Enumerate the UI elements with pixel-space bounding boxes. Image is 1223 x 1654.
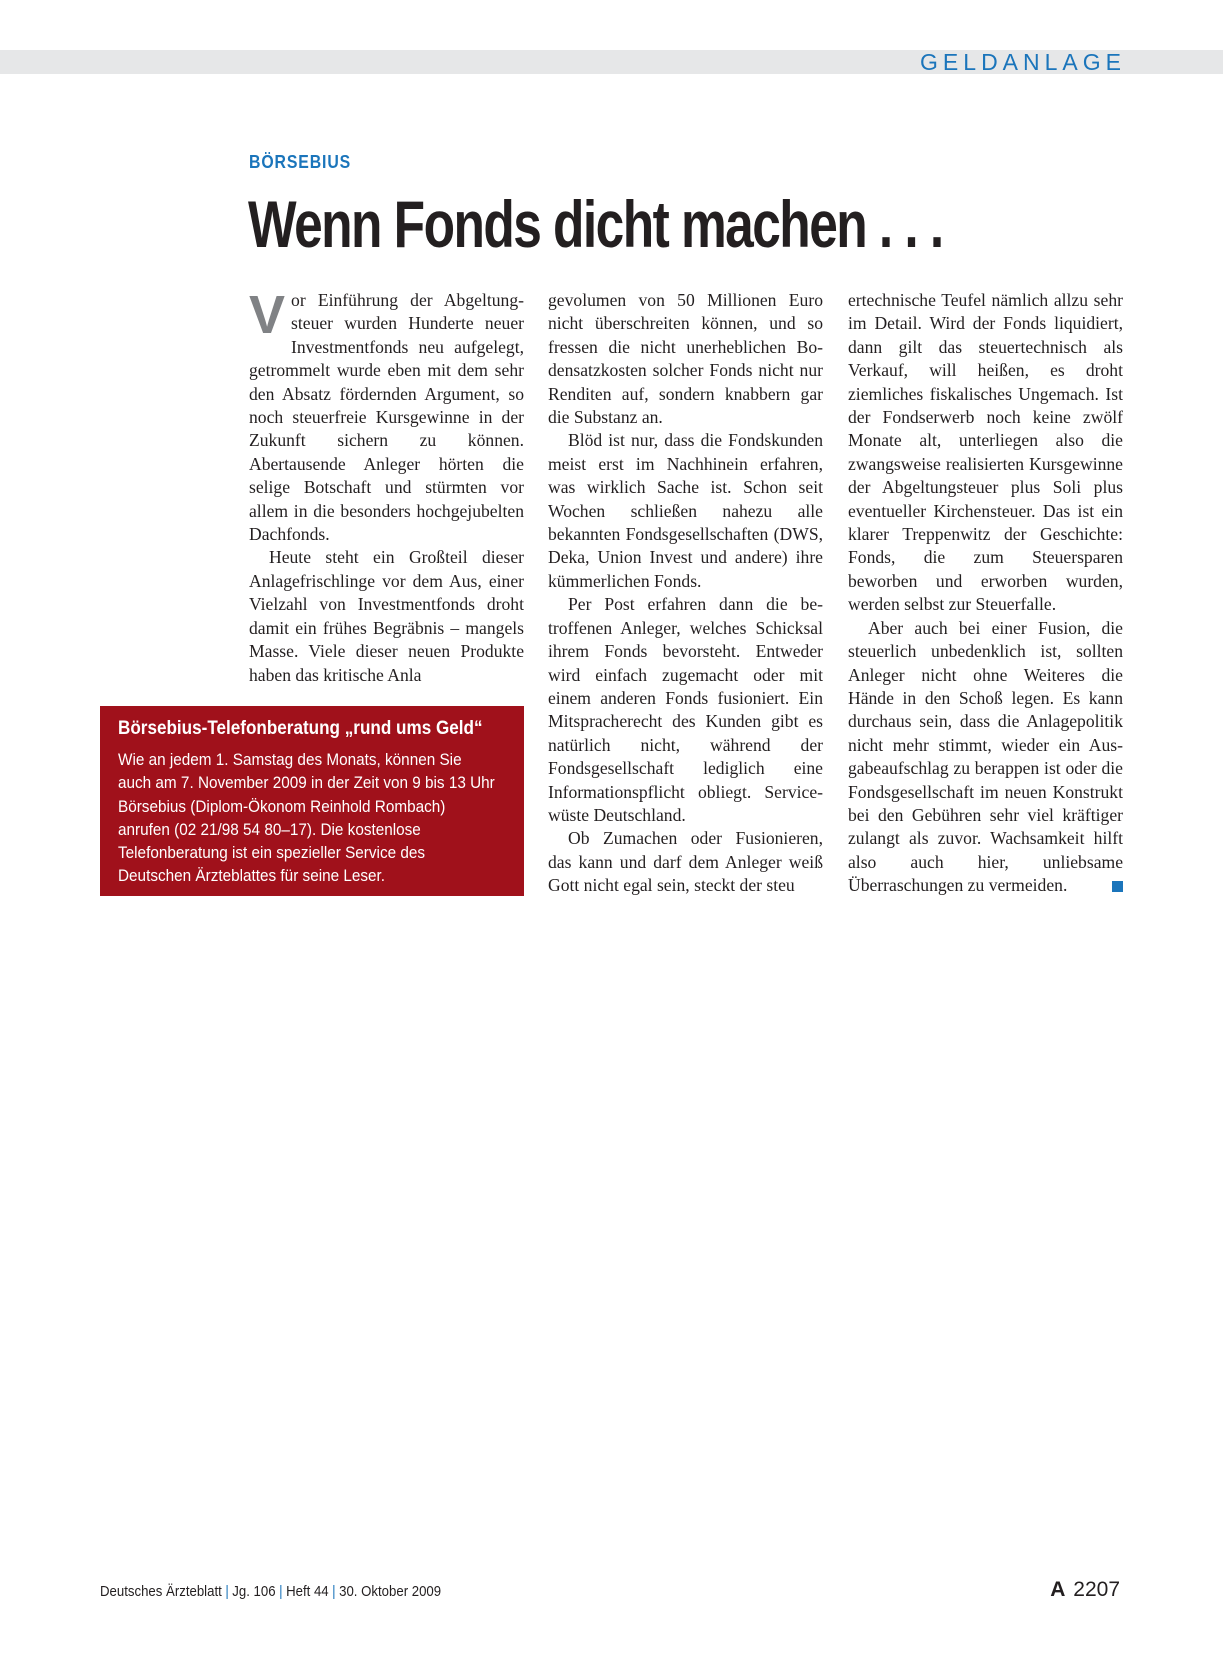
- paragraph: Per Post erfahren dann die betroffenen Anleger, welches Schicksal ihrem Fonds bevorsteht. Entweder wird einfach zugemacht oder mit einem anderen Fonds fusioniert. Ein Mitspracherecht des Kunden gibt es natürlich nicht, während der Fondsgesellschaft lediglich eine Informationspflicht obliegt. Servicewüste Deutschland.: [548, 594, 823, 825]
- paragraph: Ob Zumachen oder Fusionieren, das kann und darf dem Anleger weiß Gott nicht egal sein, steckt der steu: [548, 828, 823, 896]
- article-kicker: BÖRSEBIUS: [249, 152, 352, 172]
- info-box-line: Telefonberatung ist ein spezieller Service des: [118, 843, 426, 863]
- paragraph: Aber auch bei einer Fusion, die steuerlich unbedenklich ist, sollten Anleger nicht ohne Weiteres die Hände in den Schoß legen. Es kann durchaus sein, dass die Anlagepolitik nicht mehr stimmt, wieder ein Ausgabeaufschlag zu berappen ist oder die Fondsgesellschaft im neuen Konstrukt bei den Gebühren sehr viel kräftiger zulangt als zuvor. Wachsamkeit hilft also auch hier, unliebsame Überraschungen zu vermeiden.: [848, 617, 1123, 896]
- paragraph: or Einführung der Abgeltungsteuer wurden Hunderte neuer Investmentfonds neu aufgelegt, getrommelt wurde eben mit dem sehr den Absatz fördernden Argument, so noch steuerfreie Kursgewinne in der Zukunft sichern zu können. Abertausende Anleger hörten die selige Botschaft und stürmten vor allem in die besonders hochgejubelten Dachfonds.: [249, 290, 524, 545]
- info-box-line: anrufen (02 21/98 54 80–17). Die kostenlose: [118, 819, 421, 839]
- footer-citation: [100, 1583, 441, 1600]
- info-box-line: Deutschen Ärzteblattes für seine Leser.: [118, 866, 386, 886]
- page-number: [1050, 1578, 1120, 1602]
- footer-publication: Deutsches Ärzteblatt: [100, 1583, 222, 1600]
- article-column-2: [548, 289, 823, 898]
- footer-separator: |: [225, 1583, 229, 1600]
- paragraph: Heute steht ein Großteil dieser Anlagefrischlinge vor dem Aus, einer Vielzahl von Investmentfonds droht damit ein frühes Begräbnis – mangels Masse. Viele dieser neuen Produkte haben das kritische Anla: [249, 547, 524, 685]
- footer-volume: Jg. 106: [232, 1583, 276, 1600]
- article-column-1: [249, 285, 524, 687]
- drop-cap: V: [249, 285, 286, 345]
- info-box-line: Wie an jedem 1. Samstag des Monats, können Sie: [118, 750, 462, 769]
- section-label: GELDANLAGE: [920, 49, 1126, 75]
- footer-separator: |: [332, 1583, 336, 1600]
- footer-issue: Heft 44: [286, 1583, 329, 1600]
- page-number-value: 2207: [1073, 1578, 1120, 1601]
- info-box-line: Börsebius (Diplom-Ökonom Reinhold Rombach): [118, 796, 446, 816]
- paragraph: ertechnische Teufel nämlich allzu sehr im Detail. Wird der Fonds liquidiert, dann gilt das steuertechnisch als Verkauf, will heißen, es droht ziemliches fiskalisches Ungemach. Ist der Fondserwerb noch keine zwölf Monate alt, unterliegen also die zwangsweise realisierten Kursgewinne der Abgeltungsteuer plus Soli plus eventueller Kirchensteuer. Das ist ein klarer Treppenwitz der Geschichte: Fonds, die zum Steuersparen beworben und erworben wurden, werden selbst zur Steuerfalle.: [848, 290, 1123, 615]
- info-box-line: auch am 7. November 2009 in der Zeit von 9 bis 13 Uhr: [118, 773, 495, 793]
- info-box: [100, 706, 524, 896]
- footer-date: 30. Oktober 2009: [339, 1583, 442, 1600]
- page-prefix: A: [1050, 1578, 1066, 1601]
- footer-separator: |: [279, 1583, 283, 1600]
- article-column-3: [848, 289, 1123, 898]
- info-box-title: Börsebius-Telefonberatung „rund ums Geld“: [118, 718, 483, 739]
- paragraph: gevolumen von 50 Millionen Euro nicht überschreiten können, und so fressen die nicht unerheblichen Bodensatzkosten solcher Fonds nicht nur Renditen auf, sondern knabbern gar die Substanz an.: [548, 290, 823, 428]
- end-of-article-square-icon: [1112, 881, 1123, 892]
- info-box-text: [118, 748, 505, 888]
- article-headline: Wenn Fonds dicht machen . . .: [248, 187, 943, 261]
- paragraph: Blöd ist nur, dass die Fondskunden meist erst im Nachhinein erfahren, was wirklich Sache ist. Schon seit Wochen schließen nahezu alle bekannten Fondsgesellschaften (DWS, Deka, Union Invest und andere) ihre kümmerlichen Fonds.: [548, 430, 823, 591]
